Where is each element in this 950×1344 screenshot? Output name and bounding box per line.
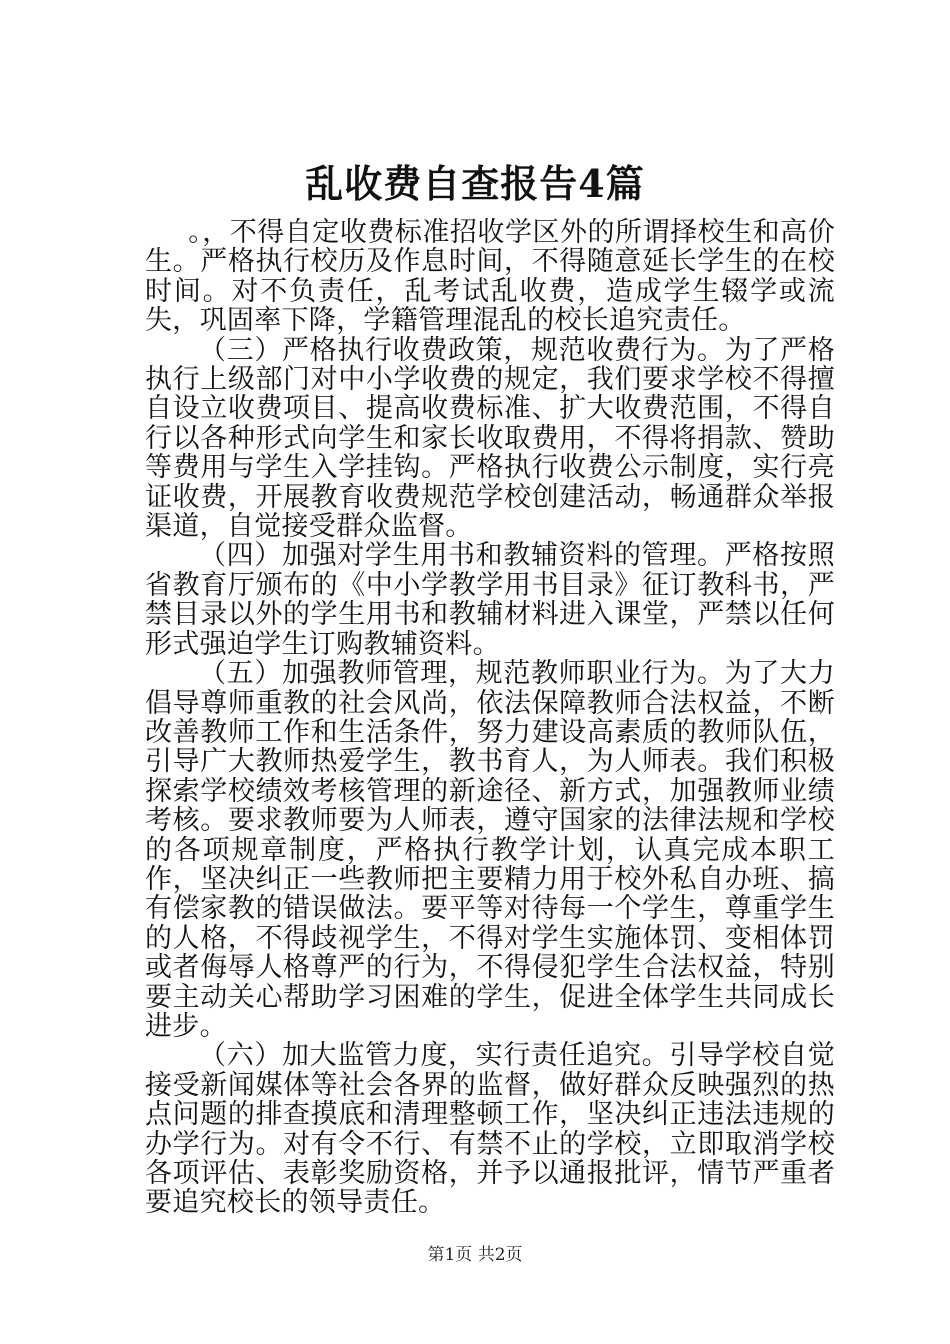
paragraph-1: 。，不得自定收费标准招收学区外的所谓择校生和高价生。严格执行校历及作息时间，不得随意延长学生的在校时间。对不负责任，乱考试乱收费，造成学生辍学或流失，巩固率下降，学籍管理混乱的校长追究责任。 — [145, 217, 835, 337]
paragraph-5: （六）加大监管力度，实行责任追究。引导学校自觉接受新闻媒体等社会各界的监督，做好群众反映强烈的热点问题的排查摸底和清理整顿工作，坚决纠正违法违规的办学行为。对有令不行、有禁不止的学校，立即取消学校各项评估、表彰奖励资格，并予以通报批评，情节严重者要追究校长的领导责任。 — [145, 1040, 835, 1219]
page-number-footer: 第1页 共2页 — [427, 1245, 523, 1265]
paragraph-3: （四）加强对学生用书和教辅资料的管理。严格按照省教育厅颁布的《中小学教学用书目录》征订教科书，严禁目录以外的学生用书和教辅材料进入课堂，严禁以任何形式强迫学生订购教辅资料。 — [145, 540, 835, 660]
paragraph-2: （三）严格执行收费政策，规范收费行为。为了严格执行上级部门对中小学收费的规定，我们要求学校不得擅自设立收费项目、提高收费标准、扩大收费范围，不得自行以各种形式向学生和家长收取费用，不得将捐款、赞助等费用与学生入学挂钩。严格执行收费公示制度，实行亮证收费，开展教育收费规范学校创建活动，畅通群众举报渠道，自觉接受群众监督。 — [145, 334, 835, 543]
document-title: 乱收费自查报告4篇 — [305, 161, 645, 206]
document-body — [145, 218, 835, 1218]
paragraph-4: （五）加强教师管理，规范教师职业行为。为了大力倡导尊师重教的社会风尚，依法保障教师合法权益，不断改善教师工作和生活条件，努力建设高素质的教师队伍，引导广大教师热爱学生，教书育人，为人师表。我们积极探索学校绩效考核管理的新途径、新方式，加强教师业绩考核。要求教师要为人师表，遵守国家的法律法规和学校的各项规章制度，严格执行教学计划，认真完成本职工作，坚决纠正一些教师把主要精力用于校外私自办班、搞有偿家教的错误做法。要平等对待每一个学生，尊重学生的人格，不得歧视学生，不得对学生实施体罚、变相体罚或者侮辱人格尊严的行为，不得侵犯学生合法权益，特别要主动关心帮助学习困难的学生，促进全体学生共同成长进步。 — [145, 658, 835, 1042]
